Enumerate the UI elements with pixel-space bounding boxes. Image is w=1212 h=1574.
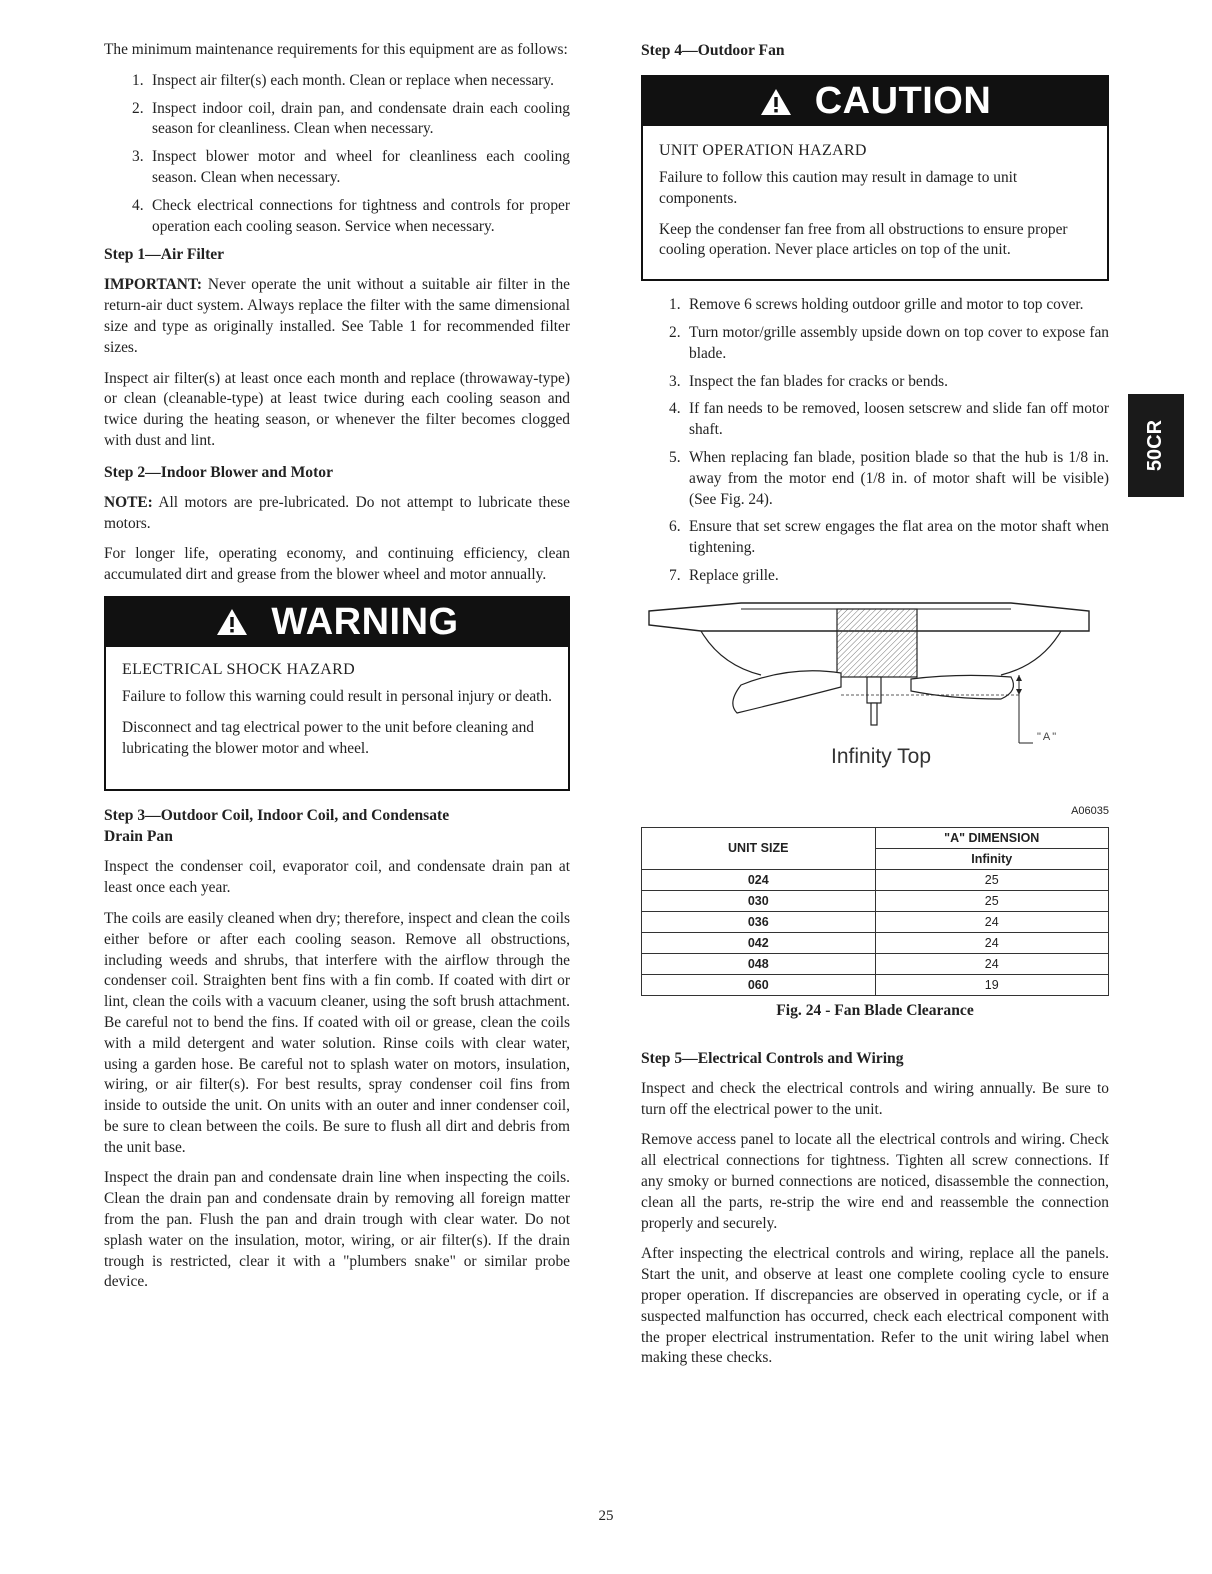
step3-paragraph-1: Inspect the condenser coil, evaporator coil, and condensate drain pan at least once each year.	[104, 858, 570, 897]
step1-important: IMPORTANT: Never operate the unit without a suitable air filter in the return-air duct system. Always replace the filter with the same dimensional size and type as originally installed. See Table 1 for recommended filter sizes.	[104, 276, 570, 356]
table-row: 030 25	[642, 890, 1109, 911]
warning-word: WARNING	[271, 600, 459, 643]
step3-heading: Step 3—Outdoor Coil, Indoor Coil, and Condensate Drain Pan	[104, 807, 450, 846]
table-header-unit-size: UNIT SIZE	[642, 827, 876, 869]
step5-paragraph-2: Remove access panel to locate all the electrical controls and wiring. Check all electrical connections for tightness. Tighten all screw connections. If any smoky or burned connections are noticed, disassemble the connection, clean all the parts, re-strip the wire end and reassemble the connection properly and securely.	[641, 1131, 1109, 1232]
table-row: 036 24	[642, 911, 1109, 932]
dimension-label: "A"	[1037, 730, 1059, 743]
warning-text-1: Failure to follow this warning could result in personal injury or death.	[122, 687, 552, 705]
warning-banner	[106, 598, 568, 647]
caution-banner	[643, 77, 1107, 126]
warning-box	[104, 596, 570, 791]
step5-paragraph-3: After inspecting the electrical controls and wiring, replace all the panels. Start the unit, and observe at least one complete cooling cycle to ensure proper operation. If discrepancies are observed in operating cycle, or if a suspected malfunction has occurred, check each electrical component with the proper electrical instrumentation. Refer to the unit wiring label when making these checks.	[641, 1245, 1109, 1367]
step3-paragraph-3: Inspect the drain pan and condensate drain line when inspecting the coils. Clean the drain pan and condensate drain by removing all foreign matter from the pan. Flush the pan and drain trough with clear water. Do not splash water on the insulation, motor, wiring, or air filter(s). If the drain trough is restricted, clear it with a "plumbers snake" or similar probe device.	[104, 1169, 570, 1291]
step5-paragraph-1: Inspect and check the electrical controls and wiring annually. Be sure to turn off the electrical power to the unit.	[641, 1079, 1109, 1118]
right-column	[641, 40, 1109, 1379]
step4-heading: Step 4—Outdoor Fan	[641, 42, 785, 59]
list-item: 4. If fan needs to be removed, loosen setscrew and slide fan off motor shaft.	[669, 400, 1109, 439]
intro-text: The minimum maintenance requirements for this equipment are as follows:	[104, 41, 568, 58]
table-header-dimension: "A" DIMENSION	[875, 827, 1109, 848]
figure-caption: Fig. 24 - Fan Blade Clearance	[776, 1001, 974, 1019]
caution-box	[641, 75, 1109, 281]
list-item: 5. When replacing fan blade, position blade so that the hub is 1/8 in. away from the motor end (1/8 in. of motor shaft will be visible) (See Fig. 24).	[669, 448, 1109, 508]
figure-code: A06035	[1071, 804, 1109, 817]
caution-triangle-icon	[759, 87, 793, 117]
list-item: 3. Inspect the fan blades for cracks or bends.	[669, 372, 948, 390]
step2-heading: Step 2—Indoor Blower and Motor	[104, 463, 334, 481]
table-row: 060 19	[642, 974, 1109, 995]
caution-text-2: Keep the condenser fan free from all obstructions to ensure proper cooling operation. Never place articles on top of the unit.	[659, 220, 1068, 259]
table-subheader: Infinity	[875, 848, 1109, 869]
dimension-table	[641, 827, 1109, 996]
list-item: 1. Inspect air filter(s) each month. Clean or replace when necessary.	[132, 71, 554, 89]
caution-text-1: Failure to follow this caution may result in damage to unit components.	[659, 169, 1018, 207]
warning-triangle-icon	[215, 607, 249, 637]
table-row: 024 25	[642, 869, 1109, 890]
figure-label: Infinity Top	[831, 744, 932, 768]
table-row: 048 24	[642, 953, 1109, 974]
page-number: 25	[598, 1508, 614, 1524]
fan-steps-list	[641, 295, 1109, 587]
warning-title: ELECTRICAL SHOCK HAZARD	[122, 660, 355, 678]
caution-title: UNIT OPERATION HAZARD	[659, 142, 867, 159]
list-item: 7. Replace grille.	[669, 566, 779, 584]
fan-blade-figure	[641, 595, 1109, 805]
step3-paragraph-2: The coils are easily cleaned when dry; therefore, inspect and clean the coils either before or after each cooling season. Remove all obstructions, including weeds and shrubs, that interfere with the airflow through the condenser coil. Straighten bent fins with a fin comb. If coated with dirt or lint, clean the coils with a vacuum cleaner, using the soft brush attachment. Be careful not to bend the fins. If coated with oil or grease, clean the coils with a mild detergent and water solution. Rinse coils with clear water, using a garden hose. Be careful not to splash water on motors, insulation, wiring, or air filter(s). For best results, spray condenser coil fins from inside to outside the unit. On units with an outer and inner condenser coil, be sure to clean between the coils. Be sure to flush all dirt and debris from the unit base.	[104, 909, 570, 1156]
table-row: 042 24	[642, 932, 1109, 953]
step1-heading: Step 1—Air Filter	[104, 246, 225, 264]
warning-text-2: Disconnect and tag electrical power to the unit before cleaning and lubricating the blower motor and wheel.	[122, 718, 534, 757]
list-item: 6. Ensure that set screw engages the flat area on the motor shaft when tightening.	[669, 518, 1109, 557]
list-item: 3. Inspect blower motor and wheel for cleanliness each cooling season. Clean when necessary.	[132, 148, 570, 186]
list-item: 4. Check electrical connections for tightness and controls for proper operation each cooling season. Service when necessary.	[132, 196, 570, 235]
fan-blade-diagram	[641, 595, 1109, 745]
list-item: 2. Turn motor/grille assembly upside down on top cover to expose fan blade.	[669, 323, 1109, 362]
step5-heading: Step 5—Electrical Controls and Wiring	[641, 1049, 904, 1067]
maintenance-list	[104, 71, 570, 238]
caution-word: CAUTION	[814, 80, 992, 122]
list-item: 1. Remove 6 screws holding outdoor grille and motor to top cover.	[669, 296, 1084, 314]
step2-paragraph: For longer life, operating economy, and continuing efficiency, clean accumulated dirt and grease from the blower wheel and motor annually.	[104, 545, 570, 584]
step1-paragraph: Inspect air filter(s) at least once each month and replace (throwaway-type) or clean (cleanable-type) at least twice during each cooling season and twice during the heating season, or whenever the filter becomes clogged with dust and lint.	[104, 369, 570, 449]
list-item: 2. Inspect indoor coil, drain pan, and condensate drain each cooling season for cleanliness. Clean when necessary.	[132, 99, 570, 138]
section-side-tab: 50CR	[1128, 394, 1184, 497]
left-column	[104, 40, 570, 1303]
step2-note: NOTE: All motors are pre-lubricated. Do not attempt to lubricate these motors.	[104, 493, 570, 532]
